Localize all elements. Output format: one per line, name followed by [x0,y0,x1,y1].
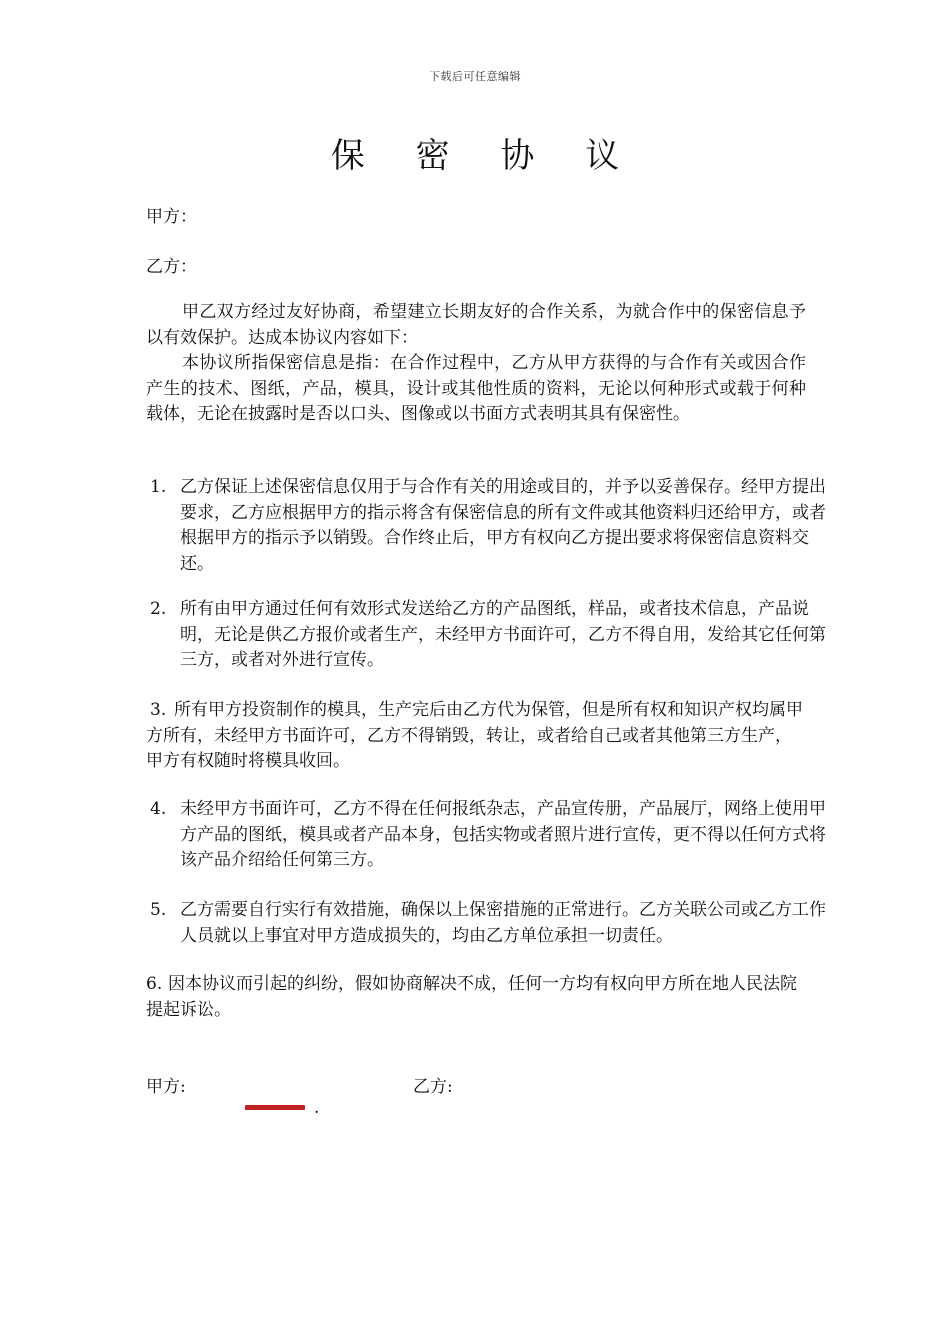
clause-text: 所有甲方投资制作的模具，生产完后由乙方代为保管，但是所有权和知识产权均属甲方所有，未经甲方书面许可，乙方不得销毁，转让，或者给自己或者其他第三方生产，甲方有权随时将模具收回。 [146,700,803,771]
clause-3 [146,698,806,775]
red-stamp-mark [245,1105,305,1110]
clause-1 [146,475,840,577]
header-note: 下载后可任意编辑 [429,70,521,83]
signature-party-a: 甲方: [146,1077,186,1097]
clause-text: 未经甲方书面许可，乙方不得在任何报纸杂志，产品宣传册，产品展厅，网络上使用甲方产品的图纸，模具或者产品本身，包括实物或者照片进行宣传，更不得以任何方式将该产品介绍给任何第三方。 [180,799,826,870]
clause-text: 因本协议而引起的纠纷，假如协商解决不成，任何一方均有权向甲方所在地人民法院提起诉讼。 [146,974,797,1020]
party-b-label: 乙方： [146,257,197,277]
clause-number: 6. [146,974,163,994]
document-title: 保 密 协 议 [330,136,640,176]
signature-dot: . [314,1098,320,1118]
party-a-label: 甲方： [146,207,197,227]
clause-number: 2. [150,599,167,619]
clause-number: 4. [150,799,167,819]
clause-5 [146,898,840,949]
clause-6 [146,972,806,1023]
clause-text: 所有由甲方通过任何有效形式发送给乙方的产品图纸，样品，或者技术信息，产品说明，无论是供乙方报价或者生产，未经甲方书面许可，乙方不得自用，发给其它任何第三方，或者对外进行宣传。 [180,599,826,670]
signature-party-b: 乙方: [413,1077,453,1097]
clause-text: 乙方保证上述保密信息仅用于与合作有关的用途或目的，并予以妥善保存。经甲方提出要求，乙方应根据甲方的指示将含有保密信息的所有文件或其他资料归还给甲方，或者根据甲方的指示予以销毁。合作终止后，甲方有权向乙方提出要求将保密信息资料交还。 [180,477,826,574]
clause-text: 乙方需要自行实行有效措施，确保以上保密措施的正常进行。乙方关联公司或乙方工作人员就以上事宜对甲方造成损失的，均由乙方单位承担一切责任。 [180,900,826,946]
clause-2 [146,597,840,674]
intro-paragraph-2: 本协议所指保密信息是指：在合作过程中，乙方从甲方获得的与合作有关或因合作产生的技术、图纸，产品，模具，设计或其他性质的资料，无论以何种形式或载于何种载体，无论在披露时是否以口头、图像或以书面方式表明其具有保密性。 [146,353,806,424]
clause-number: 3. [150,700,167,720]
intro-paragraph-1: 甲乙双方经过友好协商，希望建立长期友好的合作关系，为就合作中的保密信息予以有效保护。达成本协议内容如下： [146,302,806,348]
intro-section [146,300,806,428]
clause-number: 5. [150,900,167,920]
clause-4 [146,797,840,874]
clause-number: 1. [150,477,167,497]
